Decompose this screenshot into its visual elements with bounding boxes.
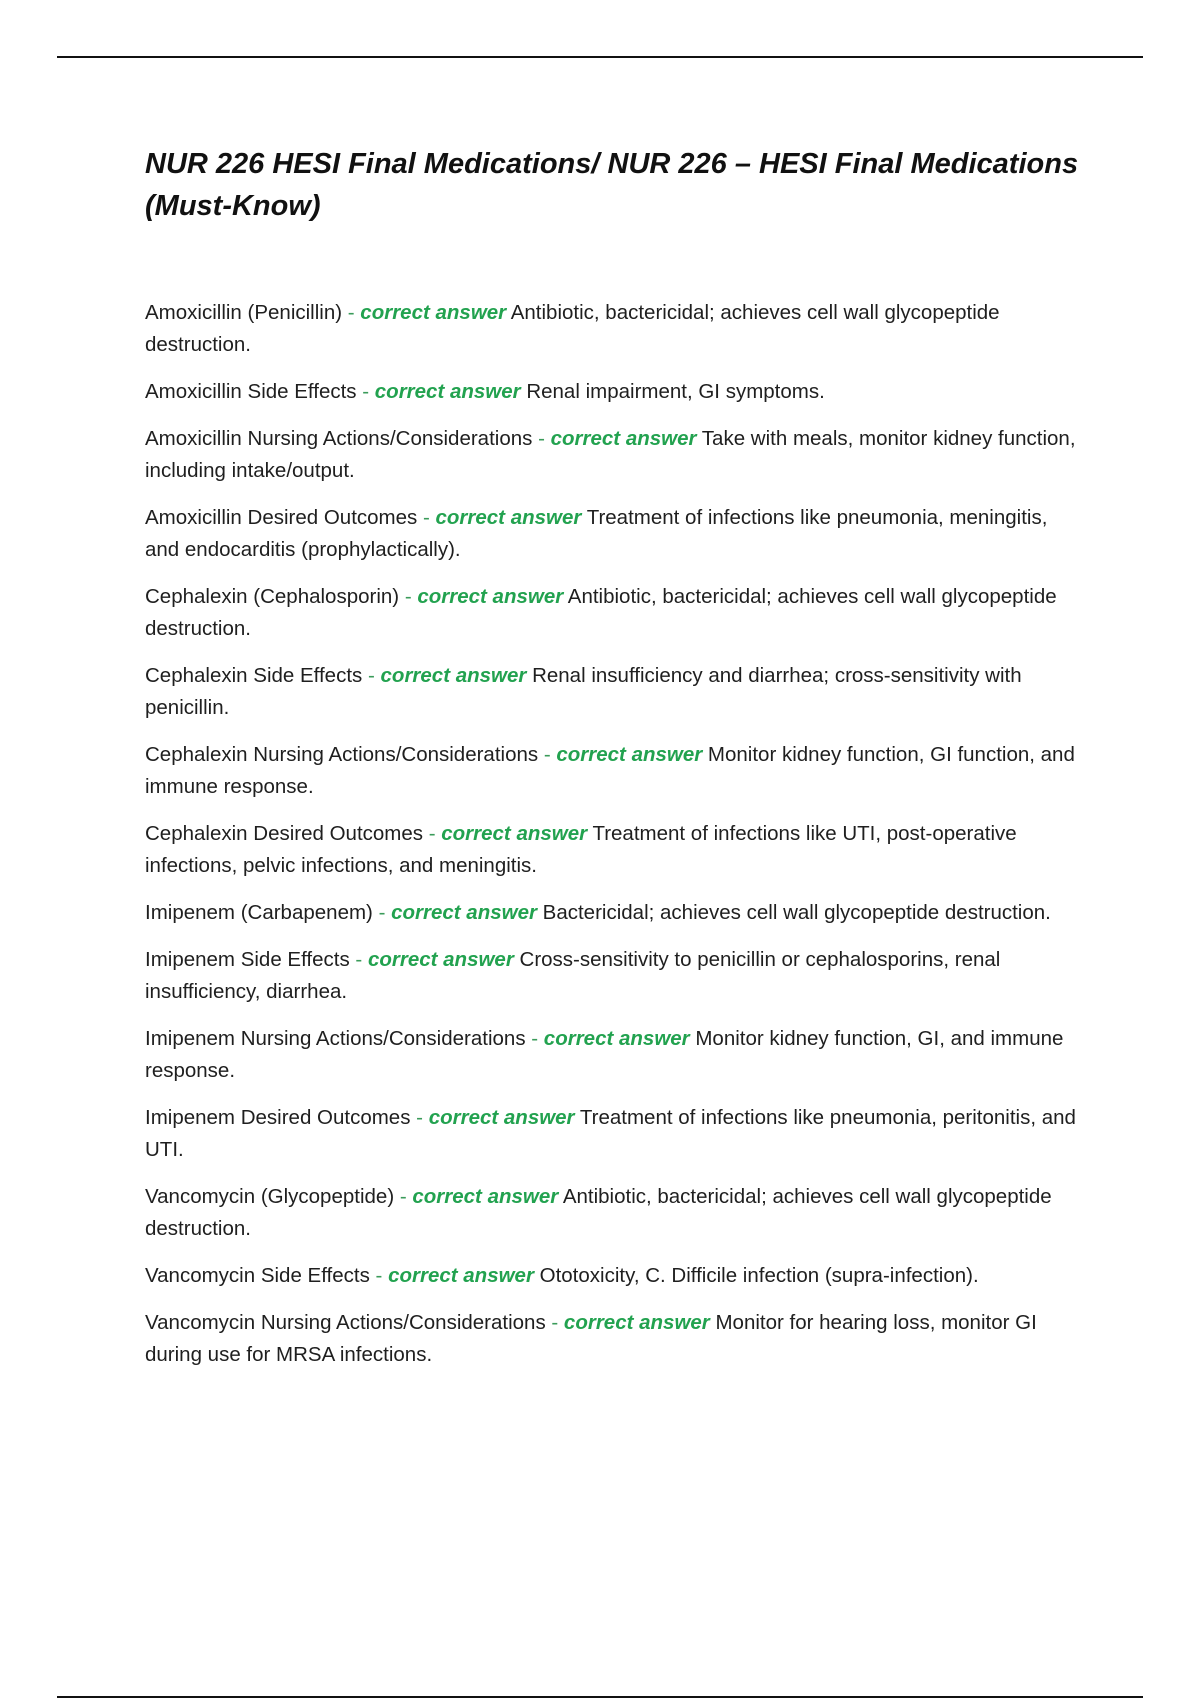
correct-answer-tag: correct answer — [435, 506, 582, 529]
entry-separator: - — [538, 743, 557, 766]
entry-separator: - — [394, 1185, 413, 1208]
entry-separator: - — [372, 901, 392, 924]
entry-answer: Renal impairment, GI symptoms. — [526, 380, 825, 403]
entry-answer: Ototoxicity, C. Difficile infection (supra-infection). — [539, 1264, 979, 1287]
entry-answer: Monitor kidney function, GI function, and immune response. — [145, 743, 1075, 798]
document-body — [145, 143, 1085, 1386]
correct-answer-tag: correct answer — [417, 585, 564, 608]
entry-term: Imipenem Side Effects — [145, 948, 350, 971]
entry-term: Amoxicillin (Penicillin) — [145, 301, 343, 324]
correct-answer-tag: correct answer — [563, 1311, 710, 1334]
entry-answer: Antibiotic, bactericidal; achieves cell wall glycopeptide destruction. — [145, 1185, 1052, 1240]
entry-separator: - — [362, 664, 381, 687]
entry-separator: - — [342, 301, 361, 324]
flashcard-entry — [145, 581, 1085, 645]
correct-answer-tag: correct answer — [428, 1106, 575, 1129]
entry-answer: Monitor for hearing loss, monitor GI during use for MRSA infections. — [145, 1311, 1037, 1366]
entry-term: Vancomycin Nursing Actions/Considerations — [145, 1311, 546, 1334]
correct-answer-tag: correct answer — [391, 901, 537, 924]
entry-term: Cephalexin (Cephalosporin) — [145, 585, 400, 608]
entry-list — [145, 297, 1085, 1371]
header-rule — [57, 56, 1143, 58]
entry-separator: - — [423, 822, 442, 845]
entry-separator: - — [417, 506, 436, 529]
entry-term: Vancomycin (Glycopeptide) — [145, 1185, 395, 1208]
flashcard-entry — [145, 1307, 1085, 1371]
entry-term: Imipenem Nursing Actions/Considerations — [145, 1027, 526, 1050]
flashcard-entry — [145, 897, 1085, 929]
flashcard-entry — [145, 1181, 1085, 1245]
flashcard-entry — [145, 1102, 1085, 1166]
entry-answer: Take with meals, monitor kidney function, including intake/output. — [145, 427, 1076, 482]
entry-answer: Antibiotic, bactericidal; achieves cell wall glycopeptide destruction. — [145, 585, 1057, 640]
entry-separator: - — [349, 948, 368, 971]
correct-answer-tag: correct answer — [543, 1027, 690, 1050]
entry-answer: Treatment of infections like UTI, post-operative infections, pelvic infections, and meningitis. — [145, 822, 1017, 877]
correct-answer-tag: correct answer — [374, 380, 521, 403]
footer-rule — [57, 1696, 1143, 1698]
correct-answer-tag: correct answer — [388, 1264, 534, 1287]
entry-term: Imipenem Desired Outcomes — [145, 1106, 411, 1129]
entry-separator: - — [369, 1264, 389, 1287]
entry-separator: - — [525, 1027, 544, 1050]
entry-term: Amoxicillin Side Effects — [145, 380, 357, 403]
flashcard-entry — [145, 944, 1085, 1008]
entry-separator: - — [356, 380, 375, 403]
flashcard-entry — [145, 660, 1085, 724]
flashcard-entry — [145, 297, 1085, 361]
entry-separator: - — [410, 1106, 429, 1129]
entry-term: Cephalexin Desired Outcomes — [145, 822, 424, 845]
entry-answer: Treatment of infections like pneumonia, meningitis, and endocarditis (prophylactically). — [145, 506, 1048, 561]
correct-answer-tag: correct answer — [441, 822, 588, 845]
flashcard-entry — [145, 818, 1085, 882]
entry-term: Amoxicillin Desired Outcomes — [145, 506, 418, 529]
entry-separator: - — [399, 585, 418, 608]
correct-answer-tag: correct answer — [550, 427, 697, 450]
entry-term: Imipenem (Carbapenem) — [145, 901, 373, 924]
flashcard-entry — [145, 423, 1085, 487]
flashcard-entry — [145, 739, 1085, 803]
entry-separator: - — [532, 427, 551, 450]
entry-answer: Antibiotic, bactericidal; achieves cell wall glycopeptide destruction. — [145, 301, 1000, 356]
entry-answer: Renal insufficiency and diarrhea; cross-sensitivity with penicillin. — [145, 664, 1022, 719]
entry-answer: Treatment of infections like pneumonia, peritonitis, and UTI. — [145, 1106, 1076, 1161]
flashcard-entry — [145, 1260, 1085, 1292]
correct-answer-tag: correct answer — [380, 664, 527, 687]
correct-answer-tag: correct answer — [556, 743, 703, 766]
entry-answer: Cross-sensitivity to penicillin or cephalosporins, renal insufficiency, diarrhea. — [145, 948, 1001, 1003]
entry-answer: Bactericidal; achieves cell wall glycopeptide destruction. — [542, 901, 1051, 924]
correct-answer-tag: correct answer — [360, 301, 507, 324]
entry-term: Cephalexin Side Effects — [145, 664, 363, 687]
entry-separator: - — [545, 1311, 564, 1334]
flashcard-entry — [145, 502, 1085, 566]
correct-answer-tag: correct answer — [367, 948, 514, 971]
document-title: NUR 226 HESI Final Medications/ NUR 226 – HESI Final Medications (Must-Know) — [145, 148, 1079, 222]
correct-answer-tag: correct answer — [412, 1185, 559, 1208]
flashcard-entry — [145, 1023, 1085, 1087]
entry-answer: Monitor kidney function, GI, and immune response. — [145, 1027, 1064, 1082]
entry-term: Cephalexin Nursing Actions/Considerations — [145, 743, 539, 766]
flashcard-entry — [145, 376, 1085, 408]
entry-term: Amoxicillin Nursing Actions/Considerations — [145, 427, 533, 450]
entry-term: Vancomycin Side Effects — [145, 1264, 370, 1287]
